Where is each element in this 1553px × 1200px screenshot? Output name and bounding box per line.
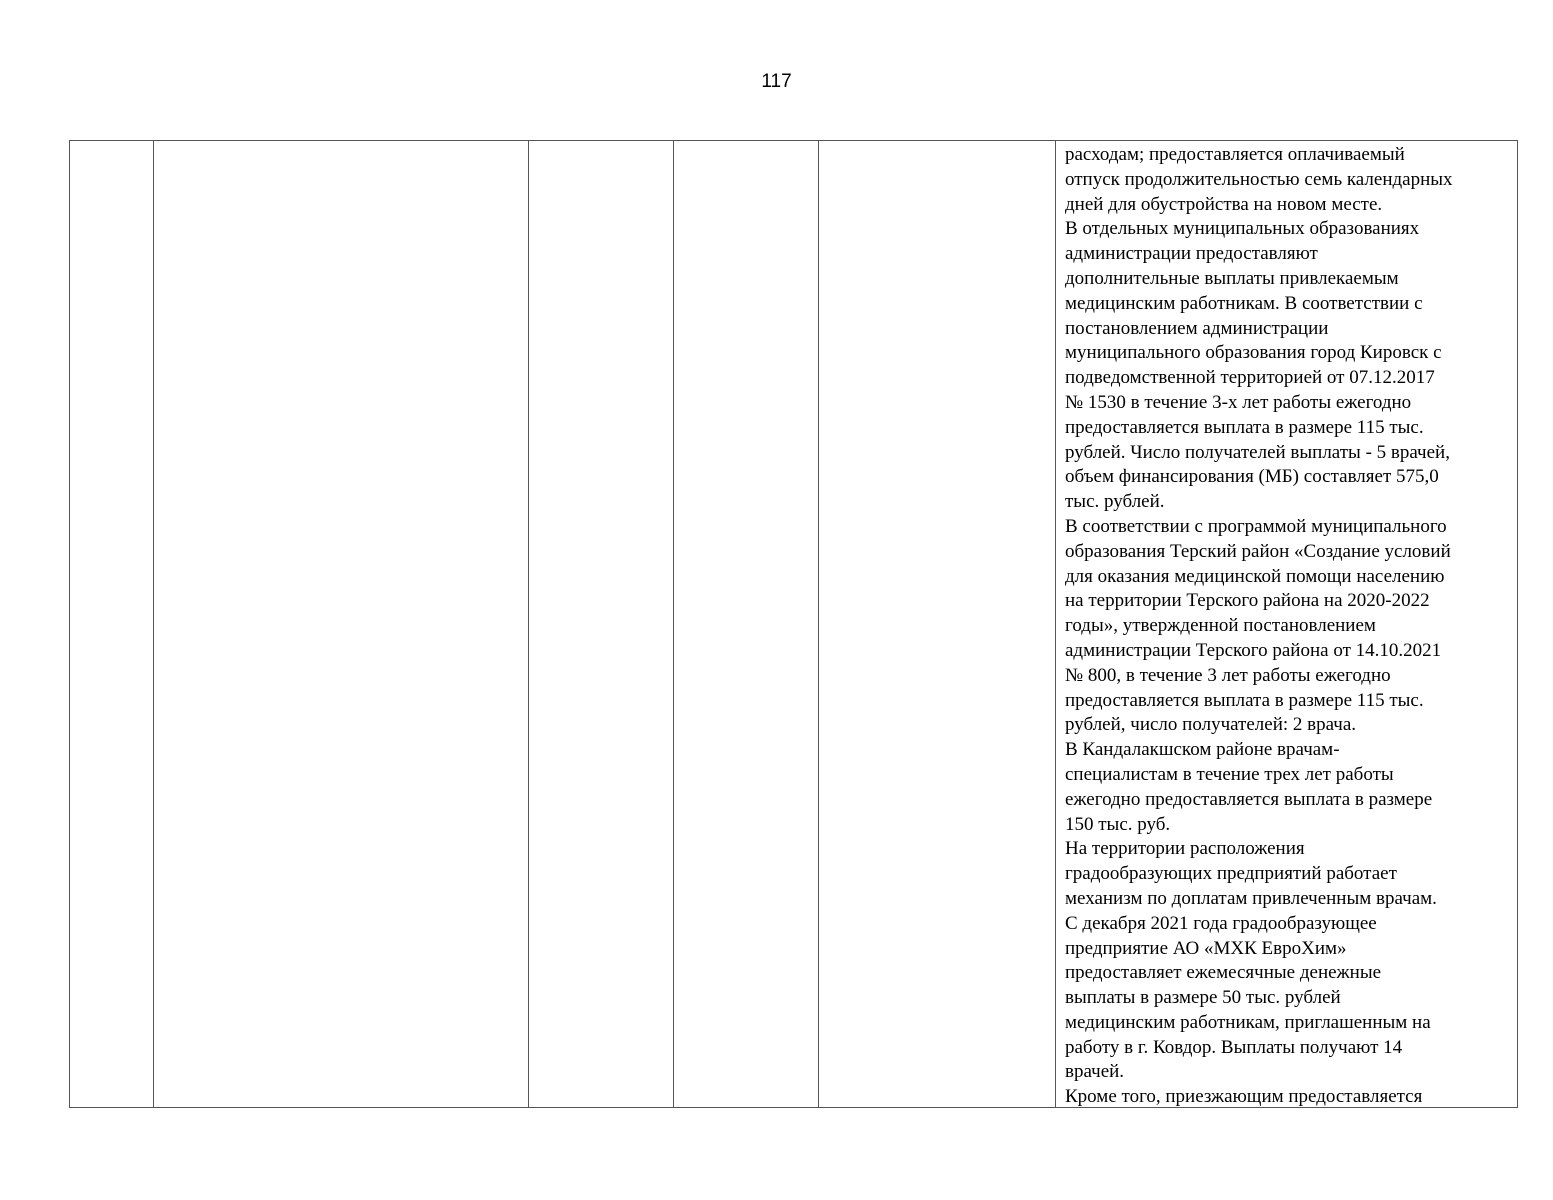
document-table bbox=[69, 140, 1518, 1108]
text-line: В соответствии с программой муниципального bbox=[1065, 515, 1447, 537]
text-line: муниципального образования город Кировск с bbox=[1065, 342, 1442, 364]
text-line: отпуск продолжительностью семь календарных bbox=[1065, 168, 1453, 190]
table-cell-col-4 bbox=[674, 141, 819, 1107]
text-line: медицинским работникам. В соответствии с bbox=[1065, 292, 1423, 314]
text-line: рублей, число получателей: 2 врача. bbox=[1065, 714, 1357, 736]
page-number: 117 bbox=[761, 71, 792, 92]
text-line: образования Терский район «Создание условий bbox=[1065, 540, 1451, 562]
text-line: врачей. bbox=[1065, 1061, 1125, 1083]
text-line: № 800, в течение 3 лет работы ежегодно bbox=[1065, 664, 1391, 686]
paragraph bbox=[1065, 143, 1509, 217]
paragraph bbox=[1065, 1085, 1509, 1107]
text-line: расходам; предоставляется оплачиваемый bbox=[1065, 144, 1405, 165]
text-line: специалистам в течение трех лет работы bbox=[1065, 763, 1394, 785]
text-line: предоставляется выплата в размере 115 тыс. bbox=[1065, 689, 1424, 711]
text-line: работу в г. Ковдор. Выплаты получают 14 bbox=[1065, 1036, 1403, 1058]
text-line: тыс. рублей. bbox=[1065, 491, 1165, 513]
text-line: медицинским работникам, приглашенным на bbox=[1065, 1011, 1431, 1033]
paragraph bbox=[1065, 515, 1509, 738]
paragraph bbox=[1065, 217, 1509, 515]
text-line: администрации предоставляют bbox=[1065, 243, 1318, 265]
text-line: В Кандалакшском районе врачам- bbox=[1065, 739, 1340, 761]
text-line: рублей. Число получателей выплаты - 5 врачей, bbox=[1065, 441, 1450, 463]
text-line: предприятие АО «МХК ЕвроХим» bbox=[1065, 937, 1347, 959]
table-cell-col-1 bbox=[70, 141, 154, 1107]
text-line: объем финансирования (МБ) составляет 575,0 bbox=[1065, 466, 1439, 488]
table-cell-text bbox=[1056, 141, 1517, 1107]
text-line: На территории расположения bbox=[1065, 838, 1305, 860]
text-line: выплаты в размере 50 тыс. рублей bbox=[1065, 987, 1341, 1009]
paragraph bbox=[1065, 837, 1509, 1085]
text-line: администрации Терского района от 14.10.2021 bbox=[1065, 639, 1442, 661]
text-line: С декабря 2021 года градообразующее bbox=[1065, 912, 1377, 934]
table-cell-col-5 bbox=[819, 141, 1056, 1107]
text-line: ежегодно предоставляется выплата в размере bbox=[1065, 788, 1433, 810]
text-line: дней для обустройства на новом месте. bbox=[1065, 193, 1383, 215]
paragraph bbox=[1065, 738, 1509, 837]
text-line: для оказания медицинской помощи населению bbox=[1065, 565, 1445, 587]
text-line: механизм по доплатам привлеченным врачам. bbox=[1065, 887, 1437, 909]
text-line: В отдельных муниципальных образованиях bbox=[1065, 218, 1420, 240]
text-line: на территории Терского района на 2020-2022 bbox=[1065, 590, 1430, 612]
table-cell-col-2 bbox=[154, 141, 529, 1107]
text-line: предоставляется выплата в размере 115 тыс. bbox=[1065, 416, 1424, 438]
table-cell-col-3 bbox=[529, 141, 674, 1107]
text-line: градообразующих предприятий работает bbox=[1065, 863, 1397, 885]
text-line: Кроме того, приезжающим предоставляется bbox=[1065, 1086, 1423, 1107]
text-line: годы», утвержденной постановлением bbox=[1065, 615, 1376, 637]
text-line: дополнительные выплаты привлекаемым bbox=[1065, 267, 1399, 289]
text-line: предоставляет ежемесячные денежные bbox=[1065, 962, 1382, 984]
text-line: № 1530 в течение 3-х лет работы ежегодно bbox=[1065, 391, 1412, 413]
text-line: подведомственной территорией от 07.12.2017 bbox=[1065, 367, 1435, 389]
text-line: 150 тыс. руб. bbox=[1065, 813, 1171, 835]
text-line: постановлением администрации bbox=[1065, 317, 1329, 339]
